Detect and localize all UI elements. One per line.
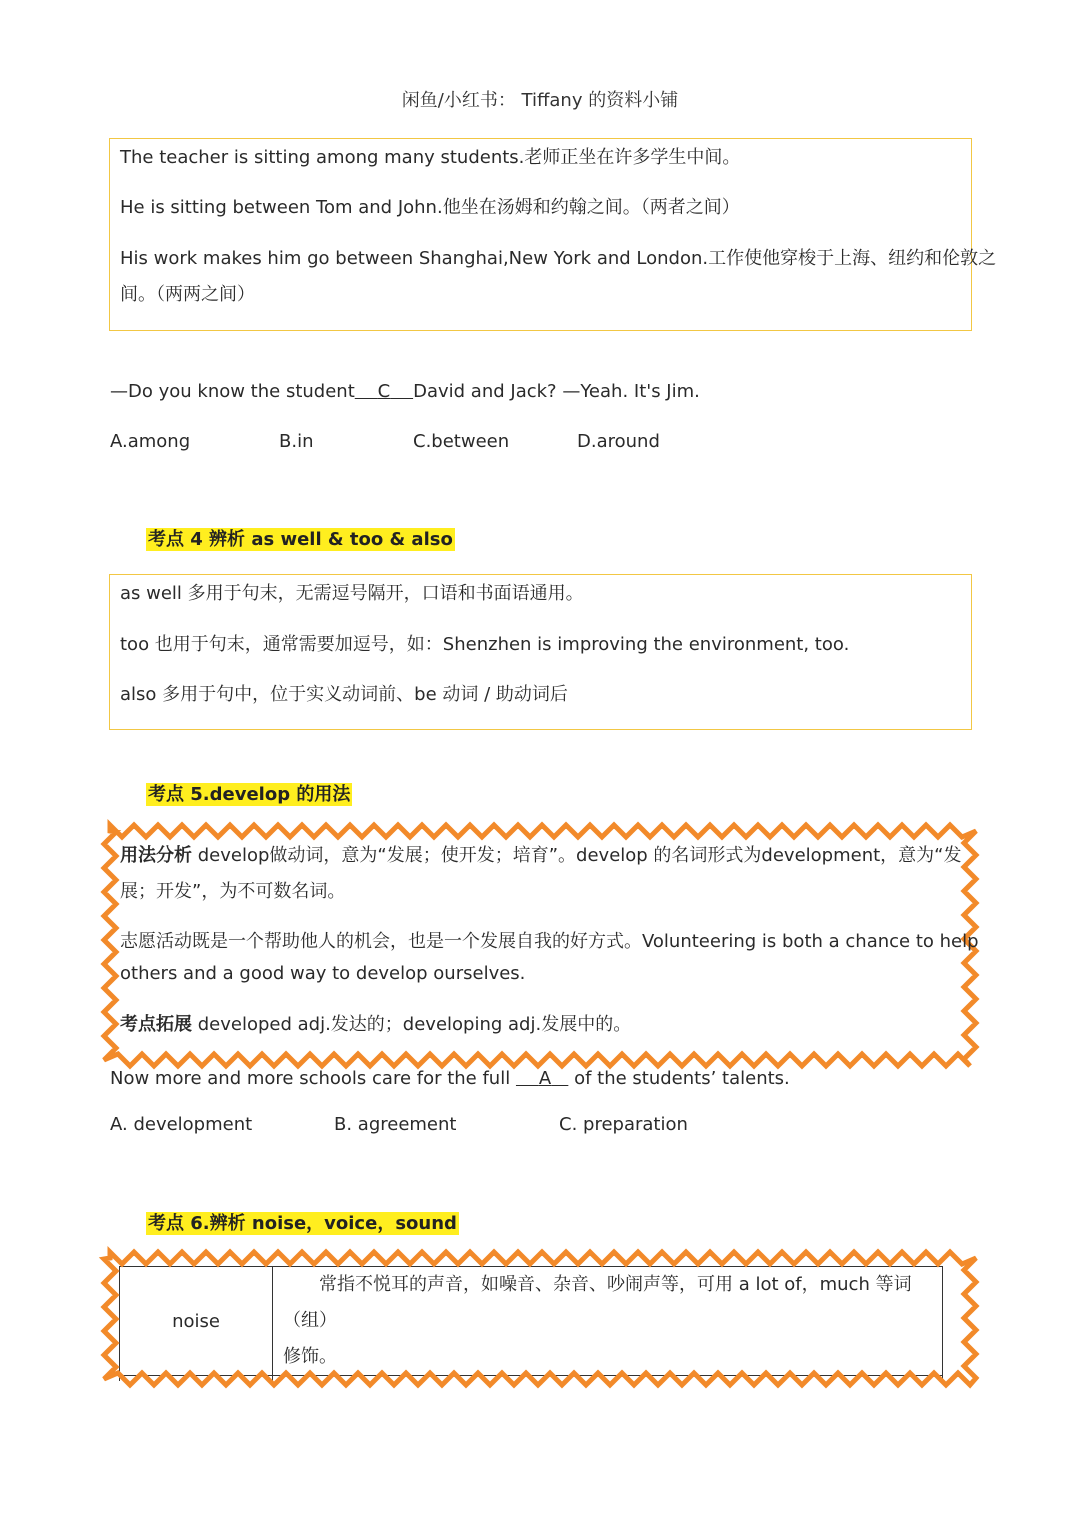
example-line: 间。（两两之间） <box>120 284 255 305</box>
desc-line-2: 修饰。 <box>283 1346 337 1367</box>
kp4-line: too 也用于句末，通常需要加逗号，如：Shenzhen is improving the environment, too. <box>120 634 850 655</box>
question-stem-after: David and Jack? —Yeah. It's Jim. <box>413 381 700 402</box>
word-cell: noise <box>120 1267 273 1376</box>
kp4-line: as well 多用于句末，无需逗号隔开，口语和书面语通用。 <box>120 583 584 604</box>
usage-label: 用法分析 <box>120 845 192 866</box>
option-c: C.between <box>413 431 510 452</box>
example-line: He is sitting between Tom and John.他坐在汤姆和约翰之间。（两者之间） <box>120 197 740 218</box>
extension-text: developed adj.发达的；developing adj.发展中的。 <box>192 1014 632 1035</box>
option-d: D.around <box>577 431 660 452</box>
kp5-usage-line-2: 展；开发”，为不可数名词。 <box>120 881 346 902</box>
section-title-text: 考点 5.develop 的用法 <box>148 784 351 805</box>
question-stem-before: Now more and more schools care for the full <box>110 1068 516 1089</box>
page-header: 闲鱼/小红书： Tiffany 的资料小铺 <box>401 90 679 111</box>
kp4-line: also 多用于句中，位于实义动词前、be 动词 / 助动词后 <box>120 684 568 705</box>
example-line: The teacher is sitting among many students.老师正坐在许多学生中间。 <box>120 147 741 168</box>
option-b: B.in <box>279 431 314 452</box>
section-title-text: 考点 6.辨析 noise，voice，sound <box>148 1213 457 1234</box>
usage-text: develop做动词，意为“发展；使开发；培育”。develop 的名词形式为development，意为“发 <box>192 845 962 866</box>
answer-letter: A <box>538 1068 552 1089</box>
example-line: His work makes him go between Shanghai,New York and London.工作使他穿梭于上海、纽约和伦敦之 <box>120 248 997 269</box>
option-a: A.among <box>110 431 191 452</box>
option-b: B. agreement <box>334 1114 457 1135</box>
question-stem-before: —Do you know the student <box>110 381 355 402</box>
zigzag-path <box>104 1252 976 1385</box>
desc-line-1: 常指不悦耳的声音，如噪音、杂音、吵闹声等，可用 a lot of，much 等词（组） <box>283 1274 912 1331</box>
section-title-text: 考点 4 辨析 as well & too & also <box>148 529 453 550</box>
kp5-example-line: 志愿活动既是一个帮助他人的机会，也是一个发展自我的好方式。Volunteering is both a chance to help <box>120 931 979 952</box>
option-a: A. development <box>110 1114 253 1135</box>
answer-letter: C <box>377 381 391 402</box>
kp5-example-line-2: others and a good way to develop ourselves. <box>120 963 526 984</box>
extension-label: 考点拓展 <box>120 1014 192 1035</box>
question-stem-after: of the students’ talents. <box>568 1068 790 1089</box>
option-c: C. preparation <box>559 1114 688 1135</box>
